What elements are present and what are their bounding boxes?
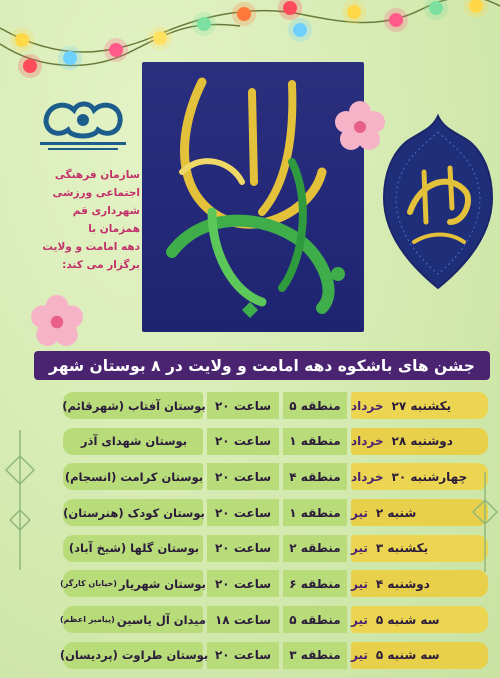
organizer-line: دهه امامت و ولایت — [42, 241, 140, 253]
park-cell — [62, 392, 206, 419]
time-cell: ساعت ۲۰ — [207, 463, 279, 490]
ornament-decoration — [0, 430, 40, 570]
month-label: خرداد — [351, 398, 384, 413]
time-cell: ساعت ۱۸ — [207, 606, 279, 633]
schedule-row — [38, 499, 488, 526]
zone-cell: منطقه ۶ — [283, 570, 347, 597]
day-label: یکشنبه ۳ — [375, 541, 429, 556]
park-name: بوستان آفتاب (شهرقائم) — [62, 398, 206, 413]
date-cell — [351, 606, 488, 633]
organizer-line: اجتماعی ورزشی — [52, 187, 140, 199]
schedule-row — [38, 392, 488, 419]
zone-cell: منطقه ۲ — [283, 535, 347, 562]
calligraphy-artwork — [142, 62, 364, 332]
time-cell: ساعت ۲۰ — [207, 570, 279, 597]
month-label: تیر — [351, 541, 368, 556]
date-cell — [351, 642, 488, 669]
organizer-line: سازمان فرهنگی — [54, 169, 140, 181]
schedule-row — [38, 642, 488, 669]
schedule-row — [38, 606, 488, 633]
zone-cell: منطقه ۱ — [283, 428, 347, 455]
zone-cell: منطقه ۵ — [283, 606, 347, 633]
schedule-list — [38, 392, 488, 678]
day-label: سه شنبه ۵ — [375, 612, 440, 627]
schedule-row — [38, 428, 488, 455]
date-cell — [351, 463, 488, 490]
event-title-bar — [34, 351, 490, 380]
month-label: تیر — [351, 648, 368, 663]
day-label: دوشنبه ۴ — [375, 576, 430, 591]
park-name: بوستان شهریار — [118, 576, 206, 591]
time-cell: ساعت ۲۰ — [207, 642, 279, 669]
park-cell — [63, 428, 203, 455]
organizer-line: شهرداری قم — [72, 205, 140, 217]
time-cell: ساعت ۲۰ — [207, 428, 279, 455]
day-label: سه شنبه ۵ — [375, 648, 440, 663]
park-cell — [63, 499, 203, 526]
park-note: (پیامبر اعظم) — [60, 615, 115, 625]
park-cell — [60, 606, 206, 633]
event-title: جشن های باشکوه دهه امامت و ولایت در ۸ بوستان شهر — [49, 356, 475, 375]
date-cell — [351, 392, 488, 419]
flower-icon — [334, 100, 386, 152]
date-cell — [351, 570, 488, 597]
flower-icon — [30, 294, 84, 348]
time-cell: ساعت ۲۰ — [207, 392, 279, 419]
schedule-row — [38, 570, 488, 597]
park-cell — [60, 570, 206, 597]
date-cell — [351, 535, 488, 562]
organizer-line: برگزار می کند: — [62, 259, 140, 271]
date-cell — [351, 428, 488, 455]
park-name: میدان آل یاسین — [116, 612, 206, 627]
organizer-text — [14, 166, 140, 274]
month-label: خرداد — [351, 434, 384, 449]
park-name: بوستان کودک (هنرستان) — [63, 505, 205, 520]
park-cell — [59, 642, 209, 669]
ali-medallion — [380, 112, 496, 292]
day-label: چهارشنبه ۳۰ — [391, 469, 468, 484]
month-label: خرداد — [351, 469, 384, 484]
month-label: تیر — [351, 505, 368, 520]
date-cell — [351, 499, 488, 526]
park-cell — [63, 463, 203, 490]
zone-cell: منطقه ۱ — [283, 499, 347, 526]
time-cell: ساعت ۲۰ — [207, 499, 279, 526]
calligraphy-panel — [142, 62, 364, 332]
zone-cell: منطقه ۳ — [283, 642, 347, 669]
zone-cell: منطقه ۴ — [283, 463, 347, 490]
park-name: بوستان گلها (شیخ آباد) — [68, 541, 200, 556]
month-label: تیر — [351, 612, 368, 627]
municipality-logo-icon — [28, 92, 138, 154]
schedule-row — [38, 535, 488, 562]
organizer-line: همزمان با — [88, 223, 140, 235]
ornament-decoration — [470, 472, 500, 572]
day-label: یکشنبه ۲۷ — [391, 398, 452, 413]
park-note: (خیابان کارگر) — [60, 579, 117, 589]
park-name: بوستان کرامت (انسجام) — [64, 469, 204, 484]
park-name: بوستان طراوت (پردیسان) — [59, 648, 209, 663]
day-label: شنبه ۲ — [375, 505, 417, 520]
park-cell — [63, 535, 203, 562]
zone-cell: منطقه ۵ — [283, 392, 347, 419]
time-cell: ساعت ۲۰ — [207, 535, 279, 562]
day-label: دوشنبه ۲۸ — [391, 434, 453, 449]
park-name: بوستان شهدای آذر — [80, 434, 188, 449]
schedule-row — [38, 463, 488, 490]
month-label: تیر — [351, 576, 368, 591]
